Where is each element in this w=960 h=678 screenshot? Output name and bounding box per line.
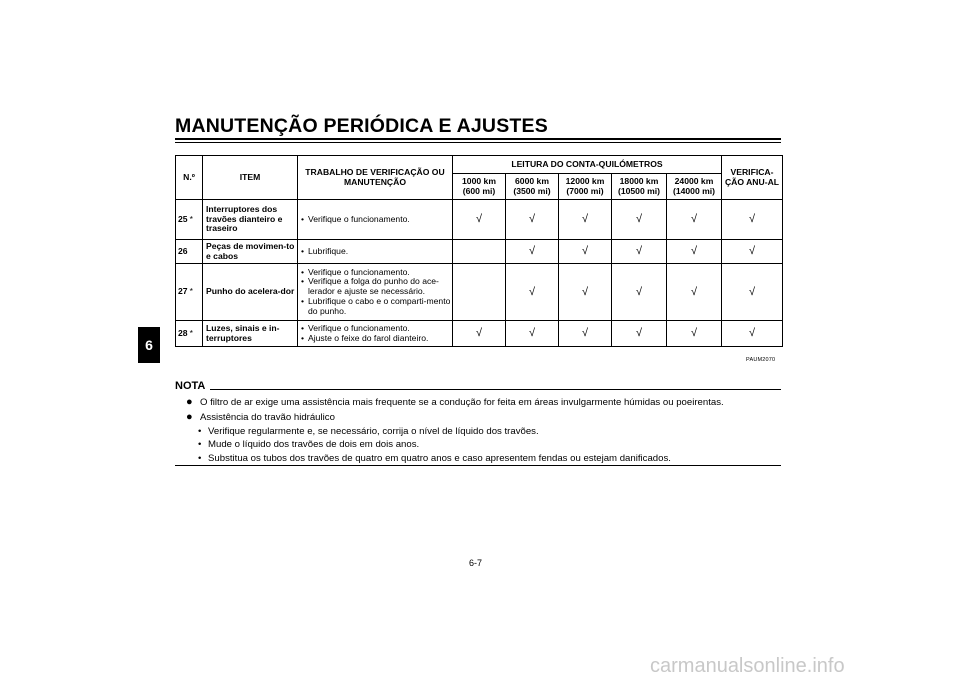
title-rule <box>175 138 781 140</box>
note-body <box>186 395 781 466</box>
row-number: 28 * <box>176 321 203 347</box>
page-title: MANUTENÇÃO PERIÓDICA E AJUSTES <box>175 115 548 137</box>
check-mark-icon: √ <box>506 200 559 240</box>
table-row <box>176 200 783 240</box>
check-mark-icon: √ <box>722 240 783 264</box>
page-number: 6-7 <box>469 558 483 568</box>
note-item: ● Assistência do travão hidráulico <box>186 411 335 424</box>
note-sub-item: • Mude o líquido dos travões de dois em dois anos. <box>198 439 420 451</box>
header-interval: 1000 km (600 mi) <box>453 174 506 200</box>
sub-bullet-icon: • <box>198 439 202 451</box>
table-row <box>176 321 783 347</box>
check-mark-icon: √ <box>559 200 612 240</box>
check-mark-icon: √ <box>612 200 667 240</box>
note-sub-item: • Verifique regularmente e, se necessário, corrija o nível de líquido dos travões. <box>198 425 539 437</box>
watermark: carmanualsonline.info <box>650 655 845 677</box>
reference-code: PAUM2070 <box>746 357 776 363</box>
row-work <box>298 264 453 321</box>
title-rule-thin <box>175 142 781 143</box>
row-item: Interruptores dos travões dianteiro e traseiro <box>203 200 298 240</box>
row-work <box>298 240 453 264</box>
check-mark-icon: √ <box>667 321 722 347</box>
header-interval: 12000 km (7000 mi) <box>559 174 612 200</box>
bullet-icon: ● <box>186 396 193 408</box>
note-sub-item: • Substitua os tubos dos travões de quatro em quatro anos e caso apresentem fendas ou estejam danificados. <box>198 452 671 464</box>
asterisk-mark: * <box>189 327 193 338</box>
empty-cell <box>453 264 506 321</box>
header-no: N.º <box>176 156 203 200</box>
sub-bullet-icon: • <box>198 452 202 464</box>
check-mark-icon: √ <box>612 264 667 321</box>
note-item: ● O filtro de ar exige uma assistência mais frequente se a condução for feita em áreas invulgarmente húmidas ou poeirentas. <box>186 396 724 408</box>
work-step: • Verifique a folga do punho do ace-lerador e ajuste se necessário. <box>301 277 452 296</box>
row-item: Luzes, sinais e in-terruptores <box>203 321 298 347</box>
header-interval: 6000 km (3500 mi) <box>506 174 559 200</box>
check-mark-icon: √ <box>667 264 722 321</box>
header-odometer: LEITURA DO CONTA-QUILÓMETROS <box>453 156 722 174</box>
table-row <box>176 264 783 321</box>
work-step: • Ajuste o feixe do farol dianteiro. <box>301 334 452 344</box>
row-number: 26 <box>176 240 203 264</box>
sub-bullet-icon: • <box>198 425 202 437</box>
table-row <box>176 240 783 264</box>
header-item: ITEM <box>203 156 298 200</box>
check-mark-icon: √ <box>453 200 506 240</box>
maintenance-table <box>175 155 783 347</box>
note-rule-bottom <box>175 465 781 466</box>
check-mark-icon: √ <box>667 240 722 264</box>
asterisk-mark: * <box>189 286 193 297</box>
row-number: 25 * <box>176 200 203 240</box>
check-mark-icon: √ <box>722 264 783 321</box>
work-step: • Verifique o funcionamento. <box>301 215 452 225</box>
header-annual: VERIFICA-ÇÃO ANU-AL <box>722 156 783 200</box>
check-mark-icon: √ <box>506 264 559 321</box>
work-step: • Lubrifique o cabo e o comparti-mento do punho. <box>301 297 452 316</box>
check-mark-icon: √ <box>559 264 612 321</box>
work-step: • Verifique o funcionamento. <box>301 324 452 334</box>
check-mark-icon: √ <box>506 240 559 264</box>
chapter-tab[interactable]: 6 <box>138 327 160 363</box>
work-step: • Verifique o funcionamento. <box>301 268 452 278</box>
note-label: NOTA <box>175 380 206 392</box>
bullet-icon: ● <box>186 411 193 424</box>
header-work: TRABALHO DE VERIFICAÇÃO OU MANUTENÇÃO <box>298 156 453 200</box>
check-mark-icon: √ <box>612 321 667 347</box>
row-number: 27 * <box>176 264 203 321</box>
work-step: • Lubrifique. <box>301 247 452 257</box>
check-mark-icon: √ <box>453 321 506 347</box>
check-mark-icon: √ <box>722 200 783 240</box>
row-item: Punho do acelera-dor <box>203 264 298 321</box>
check-mark-icon: √ <box>667 200 722 240</box>
note-rule <box>210 389 781 390</box>
check-mark-icon: √ <box>559 240 612 264</box>
asterisk-mark: * <box>189 213 193 224</box>
check-mark-icon: √ <box>612 240 667 264</box>
header-interval: 18000 km (10500 mi) <box>612 174 667 200</box>
empty-cell <box>453 240 506 264</box>
check-mark-icon: √ <box>722 321 783 347</box>
row-item: Peças de movimen-to e cabos <box>203 240 298 264</box>
check-mark-icon: √ <box>506 321 559 347</box>
row-work <box>298 200 453 240</box>
row-work <box>298 321 453 347</box>
check-mark-icon: √ <box>559 321 612 347</box>
header-interval: 24000 km (14000 mi) <box>667 174 722 200</box>
